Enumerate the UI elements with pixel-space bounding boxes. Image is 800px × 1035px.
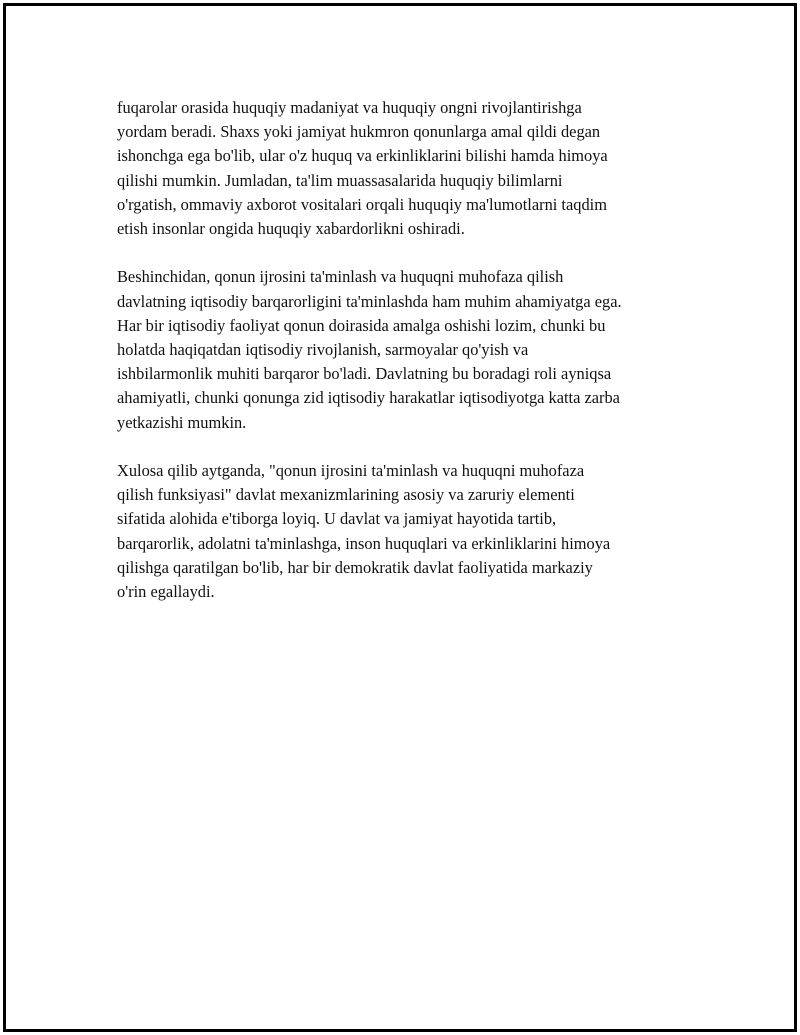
text-line: o'rin egallaydi. <box>117 582 215 602</box>
text-line: Har bir iqtisodiy faoliyat qonun doirasida amalga oshishi lozim, chunki bu <box>117 315 606 335</box>
text-line: fuqarolar orasida huquqiy madaniyat va huquqiy ongni rivojlantirishga <box>117 98 582 117</box>
text-line: sifatida alohida e'tiborga loyiq. U davlat va jamiyat hayotida tartib, <box>117 509 557 529</box>
text-line: ishbilarmonlik muhiti barqaror bo'ladi. Davlatning bu boradagi roli ayniqsa <box>117 364 612 384</box>
text-line: Beshinchidan, qonun ijrosini ta'minlash va huquqni muhofaza qilish <box>117 267 564 287</box>
text-line: ishonchga ega bo'lib, ular o'z huquq va erkinliklarini bilishi hamda himoya <box>117 146 608 166</box>
text-line: qilishga qaratilgan bo'lib, har bir demokratik davlat faoliyatida markaziy <box>117 557 593 577</box>
document-body <box>117 96 692 628</box>
text-line: barqarorlik, adolatni ta'minlashga, inson huquqlari va erkinliklarini himoya <box>117 533 611 553</box>
text-line: Xulosa qilib aytganda, "qonun ijrosini ta'minlash va huquqni muhofaza <box>117 461 585 481</box>
text-line: etish insonlar ongida huquqiy xabardorlikni oshiradi. <box>117 219 465 239</box>
text-line: qilish funksiyasi" davlat mexanizmlarining asosiy va zaruriy elementi <box>117 485 575 505</box>
paragraph-2 <box>117 265 692 434</box>
text-line: davlatning iqtisodiy barqarorligini ta'minlashda ham muhim ahamiyatga ega. <box>117 291 622 311</box>
paragraph-3 <box>117 459 692 604</box>
text-line: yetkazishi mumkin. <box>117 412 247 432</box>
text-line: o'rgatish, ommaviy axborot vositalari orqali huquqiy ma'lumotlarni taqdim <box>117 194 607 214</box>
paragraph-1 <box>117 96 692 241</box>
text-line: yordam beradi. Shaxs yoki jamiyat hukmron qonunlarga amal qildi degan <box>117 122 601 142</box>
text-line: holatda haqiqatdan iqtisodiy rivojlanish, sarmoyalar qo'yish va <box>117 340 529 360</box>
text-line: ahamiyatli, chunki qonunga zid iqtisodiy harakatlar iqtisodiyotga katta zarba <box>117 388 620 408</box>
text-line: qilishi mumkin. Jumladan, ta'lim muassasalarida huquqiy bilimlarni <box>117 170 563 190</box>
